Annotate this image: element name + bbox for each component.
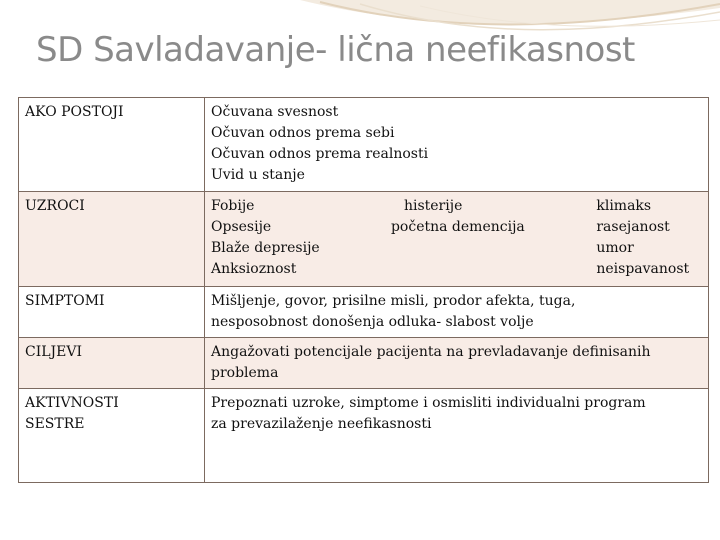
content-line: Uvid u stanje [211, 167, 305, 183]
row-content [205, 192, 709, 287]
content-line: neispavanost [596, 261, 690, 277]
table-row [19, 338, 709, 389]
content-line: Očuvan odnos prema realnosti [211, 146, 429, 162]
content-line: Očuvana svesnost [211, 104, 339, 120]
table-row [19, 98, 709, 192]
row-content [205, 287, 709, 338]
care-plan-table [18, 97, 709, 483]
content-line: nesposobnost donošenja odluka- slabost volje [211, 314, 534, 330]
content-line: Angažovati potencijale pacijenta na prevladavanje definisanih [211, 344, 651, 360]
content-line: Anksioznost [211, 261, 297, 277]
label-line: AKTIVNOSTI [25, 395, 119, 411]
causes-column-3 [596, 196, 702, 280]
row-label: CILJEVI [19, 338, 205, 389]
row-content [205, 338, 709, 389]
content-line: Opsesije [211, 219, 272, 235]
content-line: problema [211, 365, 279, 381]
table-row [19, 389, 709, 483]
content-line: klimaks [596, 198, 652, 214]
label-line: SESTRE [25, 416, 85, 432]
content-line: za prevazilaženje neefikasnosti [211, 416, 432, 432]
content-line: umor [596, 240, 634, 256]
causes-column-2 [391, 196, 596, 280]
row-content [205, 389, 709, 483]
row-content [205, 98, 709, 192]
row-label [19, 389, 205, 483]
content-line: Blaže depresije [211, 240, 320, 256]
content-line: Fobije [211, 198, 255, 214]
table-row [19, 287, 709, 338]
table-row [19, 192, 709, 287]
content-line: Mišljenje, govor, prisilne misli, prodor afekta, tuga, [211, 293, 576, 309]
content-line: histerije [403, 198, 463, 214]
slide-title: SD Savladavanje- lična neefikasnost [36, 30, 635, 70]
causes-column-1 [211, 196, 391, 280]
row-label: AKO POSTOJI [19, 98, 205, 192]
content-line: Prepoznati uzroke, simptome i osmisliti individualni program [211, 395, 646, 411]
row-label: SIMPTOMI [19, 287, 205, 338]
content-line: Očuvan odnos prema sebi [211, 125, 395, 141]
content-line: početna demencija [390, 219, 525, 235]
row-label: UZROCI [19, 192, 205, 287]
content-line: rasejanost [596, 219, 670, 235]
